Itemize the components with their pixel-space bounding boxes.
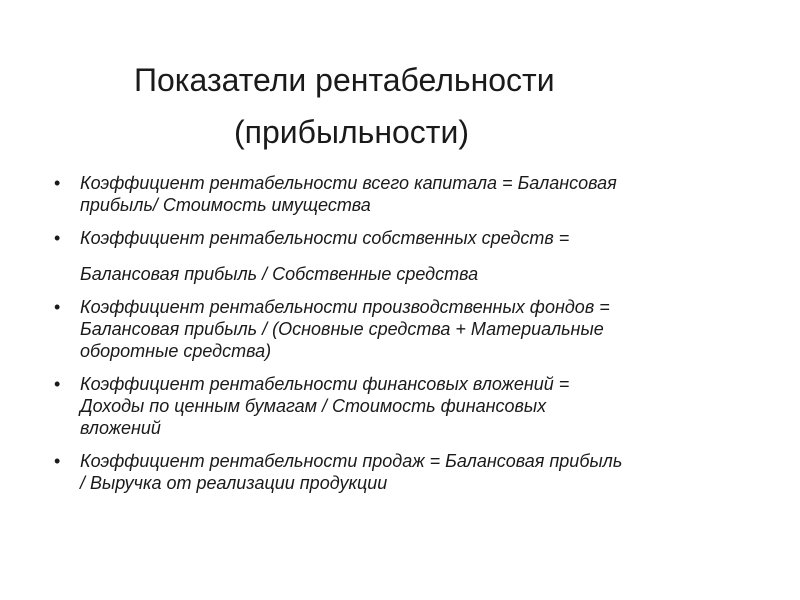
bullet-text-line: Балансовая прибыль / Собственные средства: [80, 264, 479, 284]
bullet-icon: •: [54, 173, 61, 193]
bullet-item-capital: [52, 172, 752, 216]
bullet-text-line: прибыль/ Стоимость имущества: [80, 195, 371, 215]
bullet-text-line: Коэффициент рентабельности финансовых вложений =: [80, 374, 570, 394]
slide-title-line-2: (прибыльности): [234, 114, 469, 150]
bullet-item-production-assets: [52, 296, 752, 362]
bullet-icon: •: [54, 297, 61, 317]
bullet-icon: •: [54, 374, 61, 394]
bullet-item-equity: [52, 227, 752, 285]
bullet-icon: •: [54, 451, 61, 471]
bullet-text-line: Балансовая прибыль / (Основные средства + Материальные: [80, 319, 604, 339]
bullet-item-financial-investments: [52, 373, 752, 439]
slide-title-line-1: Показатели рентабельности: [134, 62, 555, 98]
bullet-text-line: Коэффициент рентабельности продаж = Балансовая прибыль: [80, 451, 623, 471]
bullet-text-line: оборотные средства): [80, 341, 272, 361]
bullet-text-line: Коэффициент рентабельности всего капитала = Балансовая: [80, 173, 617, 193]
bullet-text-line: вложений: [80, 418, 161, 438]
bullet-text-line: / Выручка от реализации продукции: [80, 473, 388, 493]
bullet-icon: •: [54, 228, 61, 248]
bullet-item-sales: [52, 450, 752, 494]
bullet-text-line: Доходы по ценным бумагам / Стоимость финансовых: [80, 396, 547, 416]
bullet-text-line: Коэффициент рентабельности производственных фондов =: [80, 297, 610, 317]
bullet-text-line: Коэффициент рентабельности собственных средств =: [80, 228, 570, 248]
bullet-list: [52, 172, 752, 505]
